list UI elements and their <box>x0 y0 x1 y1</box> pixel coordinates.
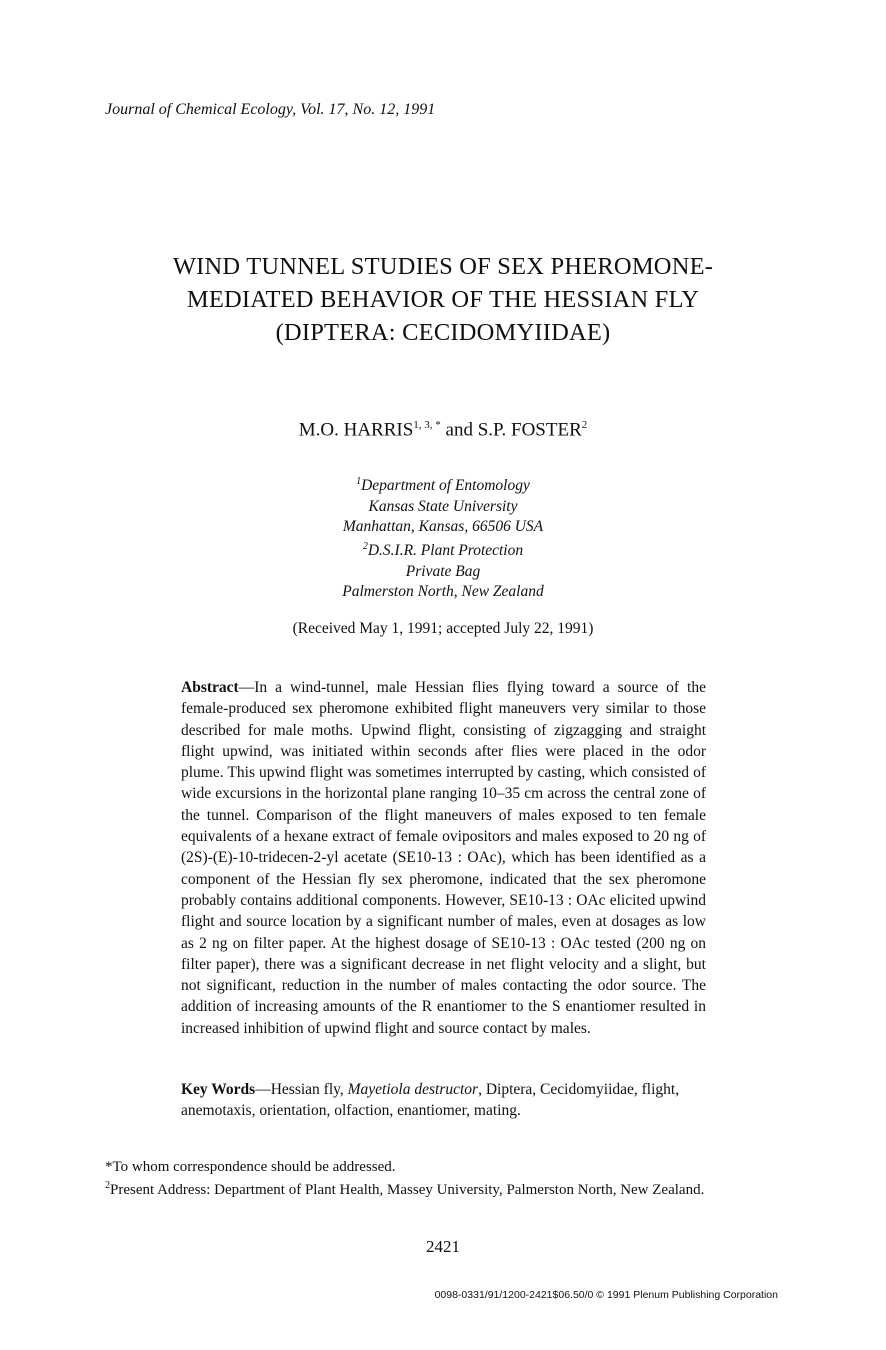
journal-citation: Journal of Chemical Ecology, Vol. 17, No. 12, 1991 <box>105 101 436 118</box>
abstract-text: —In a wind-tunnel, male Hessian flies flying toward a source of the female-produced sex pheromone exhibited flight maneuvers very similar to those described for male moths. Upwind flight, consisting of zigzagging and straight flight upwind, was initiated within seconds after flies were placed in the odor plume. This upwind flight was sometimes interrupted by casting, which consisted of wide excursions in the horizontal plane ranging 10–35 cm across the central zone of the tunnel. Comparison of the flight maneuvers of males exposed to ten female equivalents of a hexane extract of female ovipositors and males exposed to 20 ng of (2S)-(E)-10-tridecen-2-yl acetate (SE10-13 : OAc), which has been identified as a component of the Hessian fly sex pheromone, indicated that the sex pheromone probably contains additional components. However, SE10-13 : OAc elicited upwind flight and source location by a significant number of males, even at dosages as low as 2 ng on filter paper. At the highest dosage of SE10-13 : OAc tested (200 ng on filter paper), there was a significant decrease in net flight velocity and a slight, but not significant, reduction in the number of males contacting the odor source. The addition of increasing amounts of the R enantiomer to the S enantiomer resulted in increased inhibition of upwind flight and source contact by males. <box>181 679 706 1037</box>
author-name: S.P. FOSTER <box>477 419 582 441</box>
keywords-text: —Hessian fly, <box>255 1081 348 1098</box>
author-conjunction: and <box>445 419 473 441</box>
paper-title <box>0 250 886 349</box>
affiliation-line: Private Bag <box>405 562 481 580</box>
affiliation-line: D.S.I.R. Plant Protection <box>367 542 524 560</box>
footnote-marker: 2 <box>105 1179 110 1191</box>
author-affiliation-marker: 2 <box>581 419 588 431</box>
keywords <box>181 1079 721 1122</box>
abstract <box>181 677 706 1039</box>
page-number: 2421 <box>426 1237 460 1256</box>
footnote-marker: * <box>105 1159 113 1175</box>
footnote-text: Present Address: Department of Plant Health, Massey University, Palmerston North, New Zealand. <box>110 1181 705 1198</box>
affiliation-line: Manhattan, Kansas, 66506 USA <box>342 518 544 536</box>
author-affiliation-marker: 1, 3, * <box>413 419 441 431</box>
affiliation-block <box>0 472 886 538</box>
affiliation-line: Kansas State University <box>368 497 518 515</box>
title-line: (DIPTERA: CECIDOMYIIDAE) <box>275 319 611 346</box>
footnote-text: To whom correspondence should be addressed. <box>112 1159 396 1175</box>
footnote <box>105 1158 780 1177</box>
footnote <box>105 1177 780 1200</box>
title-line: MEDIATED BEHAVIOR OF THE HESSIAN FLY <box>186 286 700 313</box>
abstract-label: Abstract <box>181 679 239 696</box>
keywords-label: Key Words <box>181 1081 256 1098</box>
keywords-text: , Diptera, Cecidomyiidae, flight, anemotaxis, orientation, olfaction, enantiomer, mating. <box>181 1081 680 1120</box>
author-name: M.O. HARRIS <box>298 419 414 441</box>
author-list <box>0 419 886 441</box>
title-line: WIND TUNNEL STUDIES OF SEX PHEROMONE- <box>172 253 714 280</box>
affiliation-marker: 2 <box>362 541 368 552</box>
affiliation-block <box>0 537 886 603</box>
affiliation-marker: 1 <box>356 476 362 487</box>
affiliation-line: Palmerston North, New Zealand <box>342 583 544 601</box>
footnotes <box>105 1158 780 1199</box>
received-dates: (Received May 1, 1991; accepted July 22, 1991) <box>292 620 594 637</box>
affiliation-line: Department of Entomology <box>361 477 530 495</box>
keywords-species: Mayetiola destructor <box>347 1081 479 1098</box>
copyright-line: 0098-0331/91/1200-2421$06.50/0 © 1991 Plenum Publishing Corporation <box>434 1289 778 1301</box>
